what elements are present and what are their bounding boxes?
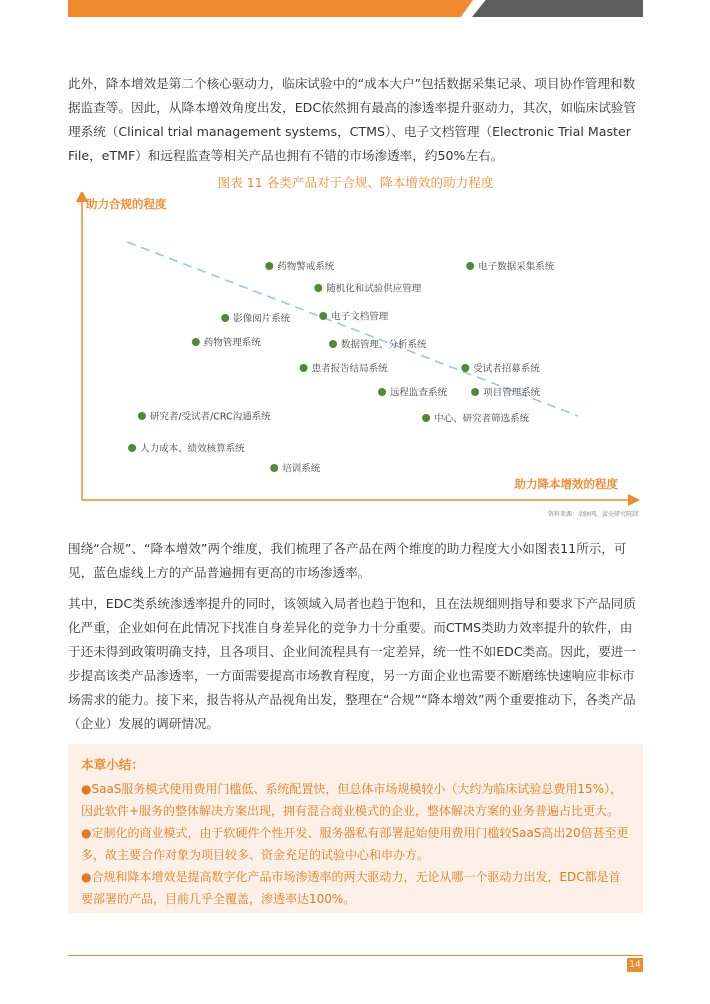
page-number: 14 xyxy=(627,958,643,972)
summary-item: ●SaaS服务模式使用费用门槛低、系统配置快，但总体市场规模较小（大约为临床试验总费用15%），因此软件+服务的整体解决方案出现，拥有混合商业模式的企业，整体解决方案的业务普遍占比更大。 xyxy=(81,782,623,818)
data-point xyxy=(461,364,469,372)
paragraph-intro: 此外，降本增效是第二个核心驱动力，临床试验中的“成本大户”包括数据采集记录、项目协作管理和数据监查等。因此，从降本增效角度出发，EDC依然拥有最高的渗透率提升驱动力，其次，如临床试验管理系统（Clinical trial management systems，CTMS）、电子文档管理（Electronic Trial Master File，eTMF）和远程监查等相关产品也拥有不错的市场渗透率，约50%左右。 xyxy=(68,76,636,163)
data-point xyxy=(300,364,308,372)
data-point-label: 数据管理、分析系统 xyxy=(341,339,427,351)
data-point xyxy=(138,412,146,420)
data-point xyxy=(265,262,273,270)
data-point xyxy=(128,444,136,452)
data-points xyxy=(128,261,555,475)
summary-item: ●定制化的商业模式，由于软硬件个性开发、服务器私有部署起始使用费用门槛较SaaS高出20倍甚至更多，故主要合作对象为项目较多、资金充足的试验中心和申办方。 xyxy=(81,826,629,862)
data-point xyxy=(319,312,327,320)
y-axis-label: 助力合规的程度 xyxy=(86,197,167,211)
x-axis-label: 助力降本增效的程度 xyxy=(514,477,618,491)
data-point-label: 药物管理系统 xyxy=(203,337,261,349)
data-point xyxy=(471,388,479,396)
data-point-label: 药物警戒系统 xyxy=(277,261,335,273)
data-point xyxy=(221,314,229,322)
data-point xyxy=(422,414,430,422)
header-gray-bar xyxy=(472,0,643,17)
data-point-label: 随机化和试验供应管理 xyxy=(326,283,422,295)
data-point-label: 人力成本、绩效核算系统 xyxy=(140,443,245,455)
chapter-summary xyxy=(68,744,643,913)
data-point-label: 培训系统 xyxy=(282,463,321,475)
data-point-label: 患者报告结局系统 xyxy=(311,363,388,375)
figure-title: 图表 11 各类产品对于合规、降本增效的助力程度 xyxy=(217,175,494,190)
scatter-chart xyxy=(68,192,643,522)
data-point xyxy=(192,338,200,346)
data-point-label: 受试者招募系统 xyxy=(473,363,540,375)
data-point xyxy=(329,340,337,348)
source-note: 资料来源：动脉网，蛋壳研究院制 xyxy=(547,511,638,518)
data-point-label: 电子文档管理 xyxy=(331,311,389,323)
data-point-label: 研究者/受试者/CRC沟通系统 xyxy=(149,411,271,423)
data-point xyxy=(314,284,322,292)
data-point xyxy=(466,262,474,270)
summary-item: ●合规和降本增效是提高数字化产品市场渗透率的两大驱动力，无论从哪一个驱动力出发，EDC都是首要部署的产品，目前几乎全覆盖，渗透率达100%。 xyxy=(81,870,621,906)
data-point-label: 远程监查系统 xyxy=(390,387,448,399)
header-orange-bar xyxy=(68,0,473,17)
data-point-label: 电子数据采集系统 xyxy=(478,261,555,273)
footer-line xyxy=(68,955,643,956)
paragraph-dimensions: 围绕“合规”、“降本增效”两个维度，我们梳理了各产品在两个维度的助力程度大小如图表11所示，可见，蓝色虚线上方的产品普遍拥有更高的市场渗透率。 xyxy=(68,541,627,580)
data-point-label: 中心、研究者筛选系统 xyxy=(434,413,530,425)
data-point xyxy=(378,388,386,396)
paragraph-analysis: 其中，EDC类系统渗透率提升的同时，该领域入局者也趋于饱和，且在法规细则指导和要求下产品同质化严重，企业如何在此情况下找准自身差异化的竞争力十分重要。而CTMS类助力效率提升的软件，由于还未得到政策明确支持，且各项目、企业间流程具有一定差异，统一性不如EDC类高。因此，要进一步提高该类产品渗透率，一方面需要提高市场教育程度，另一方面企业也需要不断磨练快速响应非标市场需求的能力。接下来，报告将从产品视角出发，整理在“合规”“降本增效”两个重要推动下，各类产品（企业）发展的调研情况。 xyxy=(68,596,636,731)
summary-title: 本章小结： xyxy=(81,757,144,772)
data-point-label: 项目管理系统 xyxy=(483,387,541,399)
data-point xyxy=(270,464,278,472)
data-point-label: 影像阅片系统 xyxy=(233,313,291,325)
